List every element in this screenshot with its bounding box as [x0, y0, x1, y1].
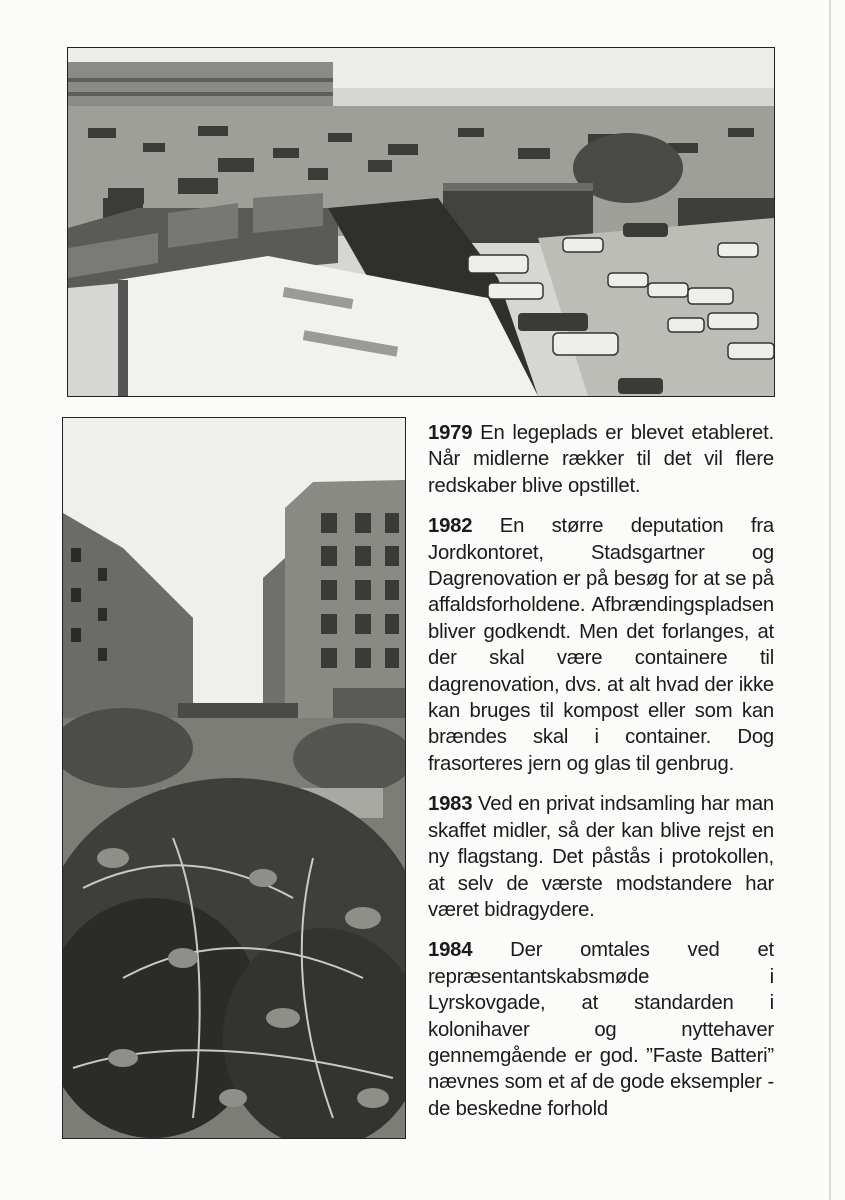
entry-1983 [428, 791, 774, 923]
entry-year: 1982 [428, 515, 473, 538]
entry-1982 [428, 513, 774, 777]
entry-text: En legeplads er blevet etableret. Når midlerne rækker til det vil flere redskaber blive opstillet. [428, 422, 774, 497]
entry-year: 1979 [428, 422, 473, 444]
entry-text: Der omtales ved et repræsentantskabsmøde i Lyrskovgade, at standarden i kolonihaver og nyttehaver gennemgående er god. ”Faste Batteri” nævnes som et af de gode eksempler - de beskedne forhold [428, 939, 774, 1120]
entry-text: Ved en privat indsamling har man skaffet midler, så der kan blive rejst en ny flagstang. Det påstås i protokollen, at selv de værste modstandere har været bidragydere. [428, 793, 774, 921]
page-edge [829, 0, 831, 1200]
entry-text: En større deputation fra Jordkontoret, Stadsgartner og Dagrenovation er på besøg for at se på affaldsforholdene. Afbrændingspladsen bliver godkendt. Men det forlanges, at der skal være containere til dagrenovation, dvs. at alt hvad der ikke kan bruges til kompost eller som kan brændes skal i container. Dog frasorteres jern og glas til genbrug. [428, 515, 775, 775]
entry-1979 [428, 420, 774, 499]
entry-year: 1984 [428, 939, 473, 962]
garden-photo-drawing [63, 418, 405, 1138]
history-text-column [428, 420, 774, 1136]
aerial-photo-drawing [68, 48, 774, 396]
entry-year: 1983 [428, 793, 473, 816]
aerial-allotment-photo [67, 47, 775, 397]
entry-1984 [428, 937, 774, 1122]
garden-street-photo [62, 417, 406, 1139]
